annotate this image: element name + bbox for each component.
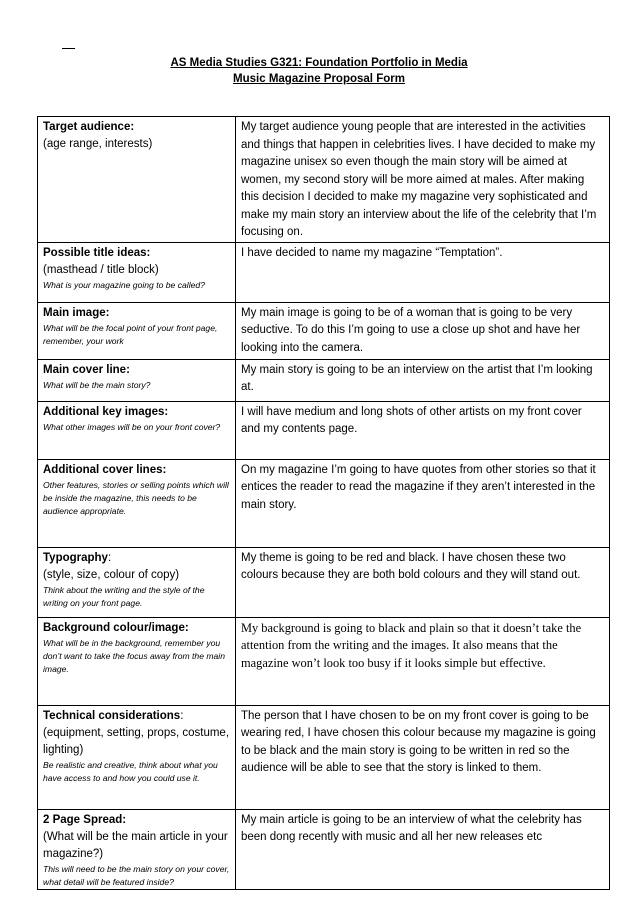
field-label: Typography: [43, 551, 108, 564]
field-hint: What other images will be on your front cover?: [43, 421, 221, 432]
row-target-audience: [38, 117, 610, 243]
field-hint: What is your magazine going to be called?: [43, 279, 205, 290]
value-cell: [236, 459, 610, 547]
row-background: [38, 617, 610, 705]
row-additional-key-images: [38, 401, 610, 459]
field-value: I have decided to name my magazine “Temptation”.: [241, 246, 503, 259]
label-cell: [38, 242, 236, 302]
field-label-suffix: :: [180, 709, 184, 722]
field-sublabel: (What will be the main article in your magazine?): [43, 830, 228, 860]
form-title: AS Media Studies G321: Foundation Portfolio in Media: [170, 57, 468, 69]
field-label: Technical considerations: [43, 709, 181, 722]
label-cell: [38, 617, 236, 705]
field-sublabel: (age range, interests): [43, 138, 153, 150]
label-cell: [38, 401, 236, 459]
field-value: The person that I have chosen to be on my front cover is going to be wearing red, I have chosen this colour because my magazine is going to be black and the main story is going to be written in red so the audience will be able to see that the story is linked to them.: [241, 709, 596, 774]
field-label-line: [43, 708, 230, 725]
label-cell: [38, 459, 236, 547]
row-title-ideas: [38, 242, 610, 302]
field-value: My main article is going to be an interview of what the celebrity has been dong recently with music and all her new releases etc: [241, 813, 582, 843]
label-cell: [38, 547, 236, 617]
field-sublabel: (style, size, colour of copy): [43, 568, 180, 581]
field-label-line: [43, 550, 230, 567]
field-label-suffix: :: [107, 551, 112, 564]
form-subtitle: Music Magazine Proposal Form: [233, 73, 405, 85]
field-sublabel: (masthead / title block): [43, 263, 159, 276]
field-value: I will have medium and long shots of other artists on my front cover and my contents page.: [241, 405, 582, 435]
field-label: Main cover line:: [43, 363, 130, 376]
label-cell: [38, 359, 236, 401]
value-cell: [236, 617, 610, 705]
field-hint: What will be the focal point of your front page, remember, your work: [43, 322, 218, 346]
label-cell: [38, 705, 236, 809]
label-cell: [38, 117, 236, 243]
field-label: Additional key images:: [43, 405, 169, 418]
row-technical-considerations: [38, 705, 610, 809]
value-cell: [236, 117, 610, 243]
field-label: Main image:: [43, 306, 110, 319]
field-value: My main story is going to be an interview on the artist that I’m looking at.: [241, 363, 593, 393]
row-typography: [38, 547, 610, 617]
header-mark: [62, 48, 75, 49]
field-hint: This will need to be the main story on your cover, what detail will be featured inside?: [43, 863, 230, 887]
label-cell: [38, 302, 236, 359]
field-label: Target audience:: [43, 121, 135, 133]
row-two-page-spread: [38, 809, 610, 889]
label-cell: [38, 809, 236, 889]
value-cell: [236, 242, 610, 302]
row-main-cover-line: [38, 359, 610, 401]
field-hint: Think about the writing and the style of the writing on your front page.: [43, 584, 205, 608]
field-hint: Be realistic and creative, think about what you have access to and how you could use it.: [43, 759, 218, 783]
field-hint: What will be in the background, remember you don’t want to take the focus away from the main image.: [43, 637, 225, 674]
value-cell: [236, 359, 610, 401]
field-label: Additional cover lines:: [43, 463, 167, 476]
field-label: Background colour/image:: [43, 621, 189, 634]
field-sublabel: (equipment, setting, props, costume, lighting): [43, 726, 230, 756]
value-cell: [236, 401, 610, 459]
field-value: On my magazine I’m going to have quotes from other stories so that it entices the reader to read the magazine if they aren’t interested in the main story.: [241, 463, 596, 511]
field-hint: Other features, stories or selling points which will be inside the magazine, this needs to be audience appropriate.: [43, 479, 229, 516]
field-value: My target audience young people that are interested in the activities and things that happen in celebrities lives. I have decided to make my magazine unisex so even though the main story will be aimed at women, my second story will be more aimed at males. After making this decision I decided to make my magazine very sophisticated and make my main story an interview about the life of the celebrity that I’m focusing on.: [241, 121, 597, 238]
row-main-image: [38, 302, 610, 359]
proposal-table: [37, 116, 610, 890]
value-cell: [236, 547, 610, 617]
field-hint: What will be the main story?: [43, 379, 151, 390]
row-additional-cover-lines: [38, 459, 610, 547]
value-cell: [236, 705, 610, 809]
field-label: Possible title ideas:: [43, 246, 151, 259]
field-value: My theme is going to be red and black. I have chosen these two colours because they are both bold colours and they will stand out.: [241, 551, 581, 581]
field-label: 2 Page Spread:: [43, 813, 127, 826]
field-value: My background is going to black and plain so that it doesn’t take the attention from the writing and the images. It also means that the magazine won’t look too busy if it looks simple but effective.: [241, 620, 582, 670]
value-cell: [236, 809, 610, 889]
field-value: My main image is going to be of a woman that is going to be very seductive. To do this I’m going to use a close up shot and have her looking into the camera.: [241, 306, 581, 354]
value-cell: [236, 302, 610, 359]
